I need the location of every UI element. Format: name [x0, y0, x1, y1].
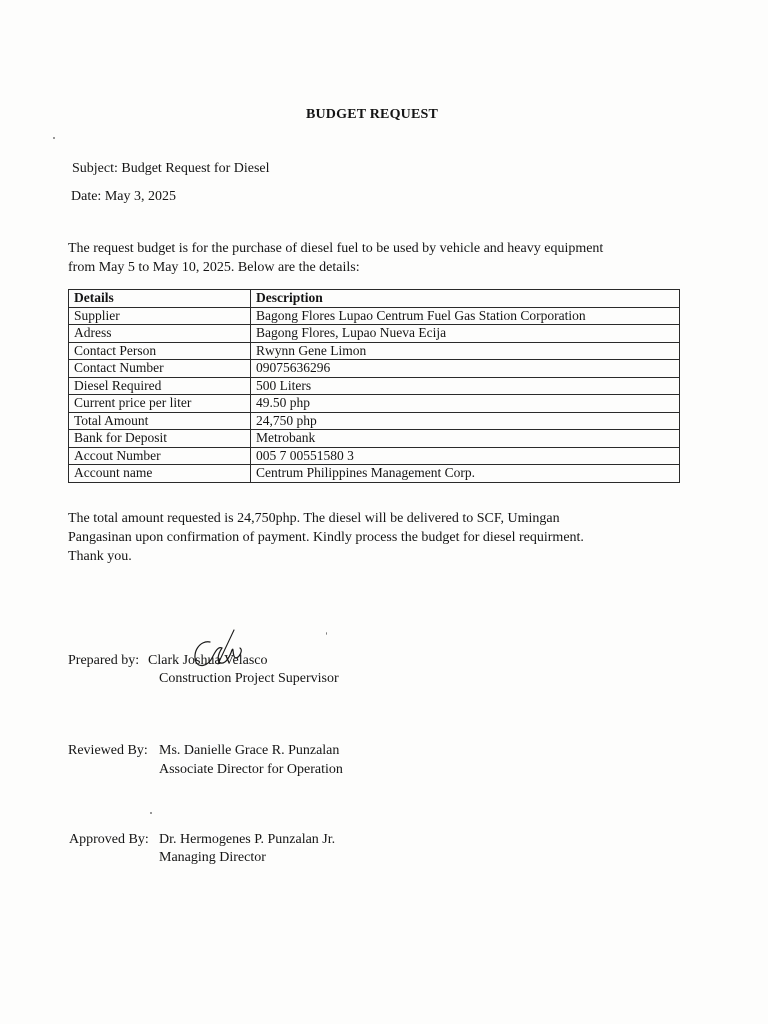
- row-value: 24,750 php: [251, 412, 680, 430]
- prepared-by-name: Clark Joshua Velasco: [148, 653, 268, 668]
- row-label: Account name: [69, 465, 251, 483]
- prepared-by-label: Prepared by:: [68, 653, 140, 668]
- row-value: 49.50 php: [251, 395, 680, 413]
- scan-speck: [53, 137, 55, 139]
- reviewed-by-label: Reviewed By:: [68, 743, 148, 758]
- row-label: Contact Person: [69, 342, 251, 360]
- row-label: Adress: [69, 325, 251, 343]
- scan-speck: [150, 812, 152, 814]
- row-value: Bagong Flores, Lupao Nueva Ecija: [251, 325, 680, 343]
- approved-by-label: Approved By:: [69, 832, 149, 847]
- row-label: Bank for Deposit: [69, 430, 251, 448]
- table-row: [69, 430, 680, 448]
- row-value: Rwynn Gene Limon: [251, 342, 680, 360]
- document-title: BUDGET REQUEST: [305, 107, 439, 122]
- approved-by-position: Managing Director: [159, 850, 266, 865]
- table-row: [69, 360, 680, 378]
- header-details: Details: [69, 290, 251, 308]
- reviewed-by-position: Associate Director for Operation: [159, 762, 343, 777]
- table-row: [69, 465, 680, 483]
- row-value: 09075636296: [251, 360, 680, 378]
- row-value: Metrobank: [251, 430, 680, 448]
- row-label: Total Amount: [69, 412, 251, 430]
- subject-line: Subject: Budget Request for Diesel: [72, 161, 270, 176]
- table-row: [69, 395, 680, 413]
- approved-by-name: Dr. Hermogenes P. Punzalan Jr.: [159, 832, 336, 847]
- table-row: [69, 307, 680, 325]
- row-label: Diesel Required: [69, 377, 251, 395]
- row-label: Accout Number: [69, 447, 251, 465]
- table-row: [69, 412, 680, 430]
- row-value: Centrum Philippines Management Corp.: [251, 465, 680, 483]
- reviewed-by-name: Ms. Danielle Grace R. Punzalan: [159, 743, 340, 758]
- prepared-by-position: Construction Project Supervisor: [159, 671, 339, 686]
- table-row: [69, 377, 680, 395]
- scan-speck: [326, 632, 327, 635]
- closing-text-line-2: Pangasinan upon confirmation of payment. Kindly process the budget for diesel requirment.: [68, 530, 584, 545]
- row-label: Current price per liter: [69, 395, 251, 413]
- table-row: [69, 447, 680, 465]
- details-table: [68, 289, 680, 483]
- table-row: [69, 325, 680, 343]
- row-label: Supplier: [69, 307, 251, 325]
- table-header-row: [69, 290, 680, 308]
- row-value: Bagong Flores Lupao Centrum Fuel Gas Station Corporation: [251, 307, 680, 325]
- closing-text-line-3: Thank you.: [68, 549, 132, 564]
- closing-text-line-1: The total amount requested is 24,750php. The diesel will be delivered to SCF, Umingan: [68, 511, 560, 526]
- row-label: Contact Number: [69, 360, 251, 378]
- intro-text-line-1: The request budget is for the purchase of diesel fuel to be used by vehicle and heavy equipment: [68, 241, 604, 256]
- row-value: 500 Liters: [251, 377, 680, 395]
- table-row: [69, 342, 680, 360]
- row-value: 005 7 00551580 3: [251, 447, 680, 465]
- intro-text-line-2: from May 5 to May 10, 2025. Below are the details:: [68, 260, 360, 275]
- date-line: Date: May 3, 2025: [71, 189, 176, 204]
- header-description: Description: [251, 290, 680, 308]
